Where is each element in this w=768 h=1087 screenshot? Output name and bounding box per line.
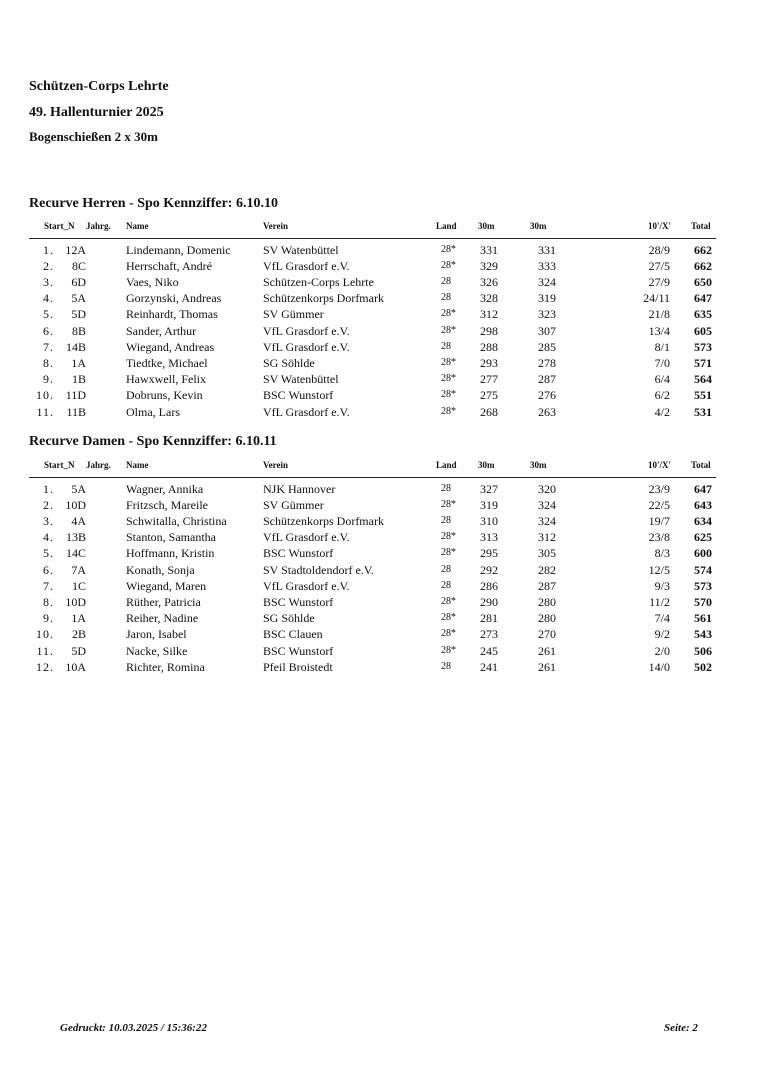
tens-x-cell: 19/7 — [648, 513, 670, 528]
total-cell: 662 — [694, 242, 712, 257]
score-30m-2-cell: 263 — [538, 404, 556, 419]
score-30m-2-cell: 261 — [538, 643, 556, 658]
club-cell: NJK Hannover — [263, 481, 336, 496]
table-row — [0, 643, 768, 659]
table-row — [0, 323, 768, 339]
athlete-name-cell: Wiegand, Andreas — [126, 339, 215, 354]
tens-x-cell: 7/0 — [654, 355, 670, 370]
start-number-cell: 7A — [71, 562, 86, 577]
athlete-name-cell: Fritzsch, Mareile — [126, 497, 208, 512]
land-cell: 28 — [441, 514, 451, 526]
start-number-cell: 2B — [71, 627, 86, 642]
col-land: Land — [436, 460, 457, 470]
club-cell: BSC Clauen — [263, 627, 323, 642]
printed-timestamp: Gedruckt: 10.03.2025 / 15:36:22 — [60, 1022, 207, 1034]
club-cell: BSC Wunstorf — [263, 546, 334, 561]
table-row — [0, 529, 768, 545]
rank-cell: 2. — [43, 497, 54, 512]
score-30m-2-cell: 282 — [538, 562, 556, 577]
table-row — [0, 545, 768, 561]
score-30m-2-cell: 307 — [538, 323, 556, 338]
start-number-cell: 5A — [71, 291, 86, 306]
score-30m-2-cell: 323 — [538, 307, 556, 322]
score-30m-1-cell: 241 — [480, 659, 498, 674]
tens-x-cell: 7/4 — [654, 611, 670, 626]
total-cell: 571 — [694, 355, 712, 370]
athlete-name-cell: Gorzynski, Andreas — [126, 291, 222, 306]
athlete-name-cell: Vaes, Niko — [126, 274, 179, 289]
total-cell: 643 — [694, 497, 712, 512]
athlete-name-cell: Hawxwell, Felix — [126, 372, 206, 387]
rank-cell: 3. — [43, 274, 54, 289]
land-cell: 28* — [441, 389, 456, 401]
land-cell: 28* — [441, 243, 456, 255]
col-tens-x: 10'/X' — [648, 221, 672, 231]
rank-cell: 10. — [36, 627, 54, 642]
club-cell: VfL Grasdorf e.V. — [263, 323, 350, 338]
land-cell: 28* — [441, 259, 456, 271]
score-30m-1-cell: 277 — [480, 372, 498, 387]
header-rule — [29, 477, 716, 478]
start-number-cell: 8B — [71, 323, 86, 338]
club-cell: Pfeil Broistedt — [263, 659, 333, 674]
rank-cell: 10. — [36, 388, 54, 403]
club-cell: SV Watenbüttel — [263, 372, 339, 387]
club-cell: VfL Grasdorf e.V. — [263, 578, 350, 593]
col-jahrg: Jahrg. — [86, 221, 111, 231]
total-cell: 573 — [694, 578, 712, 593]
column-header-herren — [0, 221, 768, 235]
total-cell: 605 — [694, 323, 712, 338]
land-cell: 28 — [441, 292, 451, 304]
total-cell: 647 — [694, 291, 712, 306]
total-cell: 564 — [694, 372, 712, 387]
land-cell: 28* — [441, 547, 456, 559]
score-30m-1-cell: 273 — [480, 627, 498, 642]
start-number-cell: 12A — [65, 242, 86, 257]
rank-cell: 11. — [36, 643, 54, 658]
table-row — [0, 481, 768, 497]
club-cell: BSC Wunstorf — [263, 388, 334, 403]
start-number-cell: 13B — [65, 530, 86, 545]
table-row — [0, 290, 768, 306]
total-cell: 650 — [694, 274, 712, 289]
club-cell: VfL Grasdorf e.V. — [263, 339, 350, 354]
land-cell: 28* — [441, 531, 456, 543]
start-number-cell: 14B — [65, 339, 86, 354]
club-cell: SV Gümmer — [263, 307, 324, 322]
athlete-name-cell: Wagner, Annika — [126, 481, 204, 496]
tens-x-cell: 13/4 — [648, 323, 670, 338]
col-30m-2: 30m — [530, 221, 547, 231]
athlete-name-cell: Jaron, Isabel — [126, 627, 187, 642]
land-cell: 28* — [441, 498, 456, 510]
land-cell: 28 — [441, 482, 451, 494]
score-30m-1-cell: 298 — [480, 323, 498, 338]
club-cell: Schützen-Corps Lehrte — [263, 274, 374, 289]
event-title: 49. Hallenturnier 2025 — [29, 105, 164, 120]
club-cell: SV Stadtoldendorf e.V. — [263, 562, 374, 577]
athlete-name-cell: Lindemann, Domenic — [126, 242, 231, 257]
score-30m-2-cell: 280 — [538, 611, 556, 626]
tens-x-cell: 12/5 — [648, 562, 670, 577]
athlete-name-cell: Reinhardt, Thomas — [126, 307, 218, 322]
score-30m-2-cell: 270 — [538, 627, 556, 642]
score-30m-2-cell: 305 — [538, 546, 556, 561]
start-number-cell: 1A — [71, 355, 86, 370]
land-cell: 28* — [441, 595, 456, 607]
col-start: Start_N — [44, 460, 75, 470]
rank-cell: 5. — [43, 307, 54, 322]
col-club: Verein — [263, 221, 289, 231]
table-row — [0, 659, 768, 675]
table-row — [0, 626, 768, 642]
athlete-name-cell: Herrschaft, André — [126, 258, 212, 273]
tens-x-cell: 21/8 — [648, 307, 670, 322]
score-30m-2-cell: 333 — [538, 258, 556, 273]
tens-x-cell: 27/5 — [648, 258, 670, 273]
club-cell: VfL Grasdorf e.V. — [263, 530, 350, 545]
section-title-damen: Recurve Damen - Spo Kennziffer: 6.10.11 — [29, 434, 277, 449]
score-30m-2-cell: 324 — [538, 497, 556, 512]
total-cell: 551 — [694, 388, 712, 403]
start-number-cell: 1C — [71, 578, 86, 593]
score-30m-1-cell: 327 — [480, 481, 498, 496]
tens-x-cell: 22/5 — [648, 497, 670, 512]
rank-cell: 5. — [43, 546, 54, 561]
rank-cell: 9. — [43, 611, 54, 626]
page-number: Seite: 2 — [664, 1022, 698, 1034]
table-row — [0, 306, 768, 322]
table-row — [0, 258, 768, 274]
athlete-name-cell: Richter, Romina — [126, 659, 205, 674]
score-30m-1-cell: 328 — [480, 291, 498, 306]
rank-cell: 11. — [36, 404, 54, 419]
score-30m-1-cell: 290 — [480, 594, 498, 609]
start-number-cell: 5D — [71, 643, 86, 658]
athlete-name-cell: Dobruns, Kevin — [126, 388, 203, 403]
col-start: Start_N — [44, 221, 75, 231]
score-30m-2-cell: 324 — [538, 513, 556, 528]
start-number-cell: 5A — [71, 481, 86, 496]
athlete-name-cell: Stanton, Samantha — [126, 530, 216, 545]
rank-cell: 7. — [43, 578, 54, 593]
club-cell: Schützenkorps Dorfmark — [263, 291, 384, 306]
start-number-cell: 10A — [65, 659, 86, 674]
score-30m-2-cell: 320 — [538, 481, 556, 496]
athlete-name-cell: Hoffmann, Kristin — [126, 546, 215, 561]
start-number-cell: 6D — [71, 274, 86, 289]
club-cell: BSC Wunstorf — [263, 643, 334, 658]
tens-x-cell: 11/2 — [649, 594, 670, 609]
athlete-name-cell: Sander, Arthur — [126, 323, 197, 338]
score-30m-1-cell: 313 — [480, 530, 498, 545]
total-cell: 573 — [694, 339, 712, 354]
table-row — [0, 355, 768, 371]
col-30m-2: 30m — [530, 460, 547, 470]
score-30m-1-cell: 281 — [480, 611, 498, 626]
organization-title: Schützen-Corps Lehrte — [29, 79, 169, 94]
athlete-name-cell: Rüther, Patricia — [126, 594, 201, 609]
score-30m-2-cell: 285 — [538, 339, 556, 354]
athlete-name-cell: Tiedtke, Michael — [126, 355, 208, 370]
tens-x-cell: 2/0 — [654, 643, 670, 658]
table-row — [0, 274, 768, 290]
total-cell: 506 — [694, 643, 712, 658]
tens-x-cell: 23/9 — [648, 481, 670, 496]
score-30m-2-cell: 276 — [538, 388, 556, 403]
start-number-cell: 1A — [71, 611, 86, 626]
land-cell: 28* — [441, 405, 456, 417]
table-row — [0, 404, 768, 420]
total-cell: 600 — [694, 546, 712, 561]
tens-x-cell: 9/2 — [654, 627, 670, 642]
score-30m-2-cell: 312 — [538, 530, 556, 545]
score-30m-2-cell: 287 — [538, 372, 556, 387]
score-30m-1-cell: 319 — [480, 497, 498, 512]
rank-cell: 6. — [43, 323, 54, 338]
total-cell: 662 — [694, 258, 712, 273]
score-30m-2-cell: 278 — [538, 355, 556, 370]
rank-cell: 1. — [43, 242, 54, 257]
rank-cell: 3. — [43, 513, 54, 528]
club-cell: VfL Grasdorf e.V. — [263, 258, 350, 273]
score-30m-1-cell: 312 — [480, 307, 498, 322]
land-cell: 28* — [441, 324, 456, 336]
club-cell: SV Gümmer — [263, 497, 324, 512]
start-number-cell: 8C — [71, 258, 86, 273]
start-number-cell: 11D — [65, 388, 86, 403]
score-30m-1-cell: 310 — [480, 513, 498, 528]
table-row — [0, 562, 768, 578]
club-cell: VfL Grasdorf e.V. — [263, 404, 350, 419]
rank-cell: 8. — [43, 594, 54, 609]
total-cell: 635 — [694, 307, 712, 322]
score-30m-1-cell: 275 — [480, 388, 498, 403]
score-30m-1-cell: 292 — [480, 562, 498, 577]
athlete-name-cell: Nacke, Silke — [126, 643, 188, 658]
tens-x-cell: 4/2 — [654, 404, 670, 419]
score-30m-1-cell: 245 — [480, 643, 498, 658]
start-number-cell: 14C — [65, 546, 86, 561]
club-cell: BSC Wunstorf — [263, 594, 334, 609]
score-30m-2-cell: 280 — [538, 594, 556, 609]
start-number-cell: 10D — [65, 594, 86, 609]
total-cell: 543 — [694, 627, 712, 642]
rank-cell: 4. — [43, 530, 54, 545]
rank-cell: 4. — [43, 291, 54, 306]
total-cell: 634 — [694, 513, 712, 528]
score-30m-1-cell: 329 — [480, 258, 498, 273]
total-cell: 625 — [694, 530, 712, 545]
rank-cell: 12. — [36, 659, 54, 674]
score-30m-2-cell: 319 — [538, 291, 556, 306]
total-cell: 570 — [694, 594, 712, 609]
col-club: Verein — [263, 460, 289, 470]
land-cell: 28* — [441, 308, 456, 320]
score-30m-2-cell: 287 — [538, 578, 556, 593]
tens-x-cell: 23/8 — [648, 530, 670, 545]
land-cell: 28* — [441, 612, 456, 624]
col-land: Land — [436, 221, 457, 231]
score-30m-1-cell: 286 — [480, 578, 498, 593]
col-name: Name — [126, 460, 149, 470]
total-cell: 561 — [694, 611, 712, 626]
header-rule — [29, 238, 716, 239]
table-row — [0, 513, 768, 529]
total-cell: 574 — [694, 562, 712, 577]
tens-x-cell: 14/0 — [648, 659, 670, 674]
score-30m-2-cell: 324 — [538, 274, 556, 289]
club-cell: SV Watenbüttel — [263, 242, 339, 257]
table-row — [0, 387, 768, 403]
athlete-name-cell: Schwitalla, Christina — [126, 513, 227, 528]
land-cell: 28 — [441, 275, 451, 287]
club-cell: Schützenkorps Dorfmark — [263, 513, 384, 528]
score-30m-2-cell: 261 — [538, 659, 556, 674]
total-cell: 647 — [694, 481, 712, 496]
table-row — [0, 610, 768, 626]
rank-cell: 2. — [43, 258, 54, 273]
land-cell: 28 — [441, 660, 451, 672]
rank-cell: 7. — [43, 339, 54, 354]
athlete-name-cell: Wiegand, Maren — [126, 578, 207, 593]
tens-x-cell: 9/3 — [654, 578, 670, 593]
table-row — [0, 242, 768, 258]
total-cell: 502 — [694, 659, 712, 674]
table-row — [0, 594, 768, 610]
land-cell: 28 — [441, 340, 451, 352]
start-number-cell: 4A — [71, 513, 86, 528]
start-number-cell: 5D — [71, 307, 86, 322]
col-total: Total — [691, 221, 711, 231]
land-cell: 28* — [441, 373, 456, 385]
tens-x-cell: 8/3 — [654, 546, 670, 561]
rank-cell: 9. — [43, 372, 54, 387]
col-tens-x: 10'/X' — [648, 460, 672, 470]
score-30m-1-cell: 293 — [480, 355, 498, 370]
athlete-name-cell: Olma, Lars — [126, 404, 180, 419]
club-cell: SG Söhlde — [263, 355, 315, 370]
col-jahrg: Jahrg. — [86, 460, 111, 470]
score-30m-2-cell: 331 — [538, 242, 556, 257]
col-name: Name — [126, 221, 149, 231]
club-cell: SG Söhlde — [263, 611, 315, 626]
tens-x-cell: 6/4 — [654, 372, 670, 387]
rank-cell: 6. — [43, 562, 54, 577]
start-number-cell: 1B — [71, 372, 86, 387]
land-cell: 28 — [441, 563, 451, 575]
score-30m-1-cell: 295 — [480, 546, 498, 561]
total-cell: 531 — [694, 404, 712, 419]
athlete-name-cell: Reiher, Nadine — [126, 611, 199, 626]
tens-x-cell: 28/9 — [648, 242, 670, 257]
discipline-title: Bogenschießen 2 x 30m — [29, 129, 158, 144]
rank-cell: 8. — [43, 355, 54, 370]
score-30m-1-cell: 288 — [480, 339, 498, 354]
tens-x-cell: 27/9 — [648, 274, 670, 289]
col-30m-1: 30m — [478, 221, 495, 231]
section-title-herren: Recurve Herren - Spo Kennziffer: 6.10.10 — [29, 196, 278, 211]
table-row — [0, 497, 768, 513]
column-header-damen — [0, 460, 768, 474]
table-row — [0, 339, 768, 355]
land-cell: 28* — [441, 644, 456, 656]
score-30m-1-cell: 331 — [480, 242, 498, 257]
col-30m-1: 30m — [478, 460, 495, 470]
start-number-cell: 10D — [65, 497, 86, 512]
tens-x-cell: 24/11 — [643, 291, 670, 306]
tens-x-cell: 8/1 — [654, 339, 670, 354]
land-cell: 28* — [441, 356, 456, 368]
rank-cell: 1. — [43, 481, 54, 496]
land-cell: 28 — [441, 579, 451, 591]
athlete-name-cell: Konath, Sonja — [126, 562, 195, 577]
table-row — [0, 371, 768, 387]
start-number-cell: 11B — [66, 404, 86, 419]
score-30m-1-cell: 268 — [480, 404, 498, 419]
land-cell: 28* — [441, 628, 456, 640]
score-30m-1-cell: 326 — [480, 274, 498, 289]
table-row — [0, 578, 768, 594]
tens-x-cell: 6/2 — [654, 388, 670, 403]
col-total: Total — [691, 460, 711, 470]
